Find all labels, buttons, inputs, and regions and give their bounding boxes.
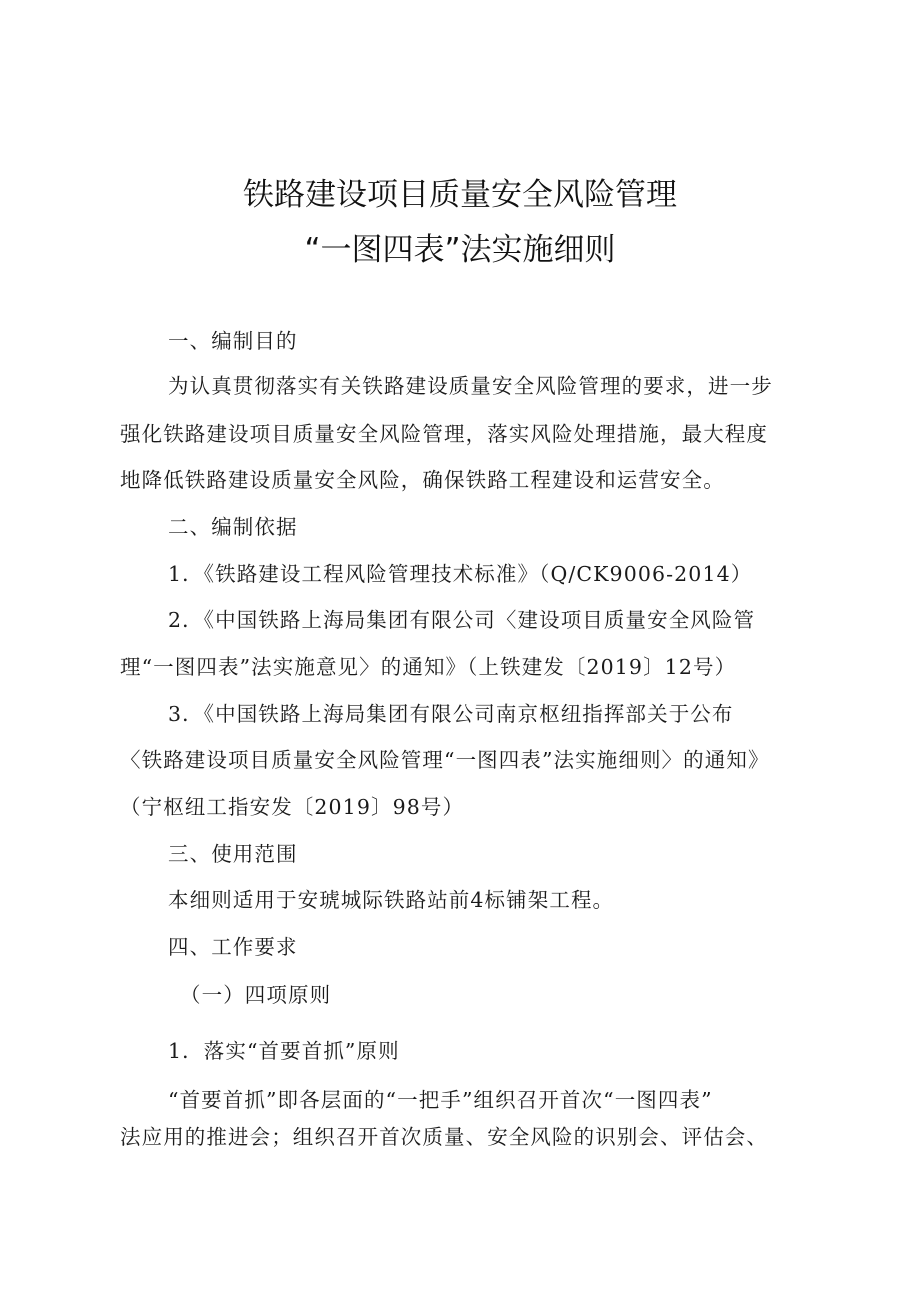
document-title — [0, 168, 920, 278]
title-line-2: “一图四表”法实施细则 — [304, 232, 616, 268]
subsection-principles-heading: （一）四项原则 — [180, 983, 332, 1007]
scope-paragraph: 本细则适用于安琥城际铁路站前4标铺架工程。 — [168, 888, 615, 912]
basis-item-2-line-2: 理“一图四表”法实施意见〉的通知》（上铁建发〔2019〕12号） — [120, 655, 737, 679]
basis-item-2-line-1: 2．《中国铁路上海局集团有限公司〈建设项目质量安全风险管 — [168, 608, 756, 632]
section-1-paragraph-line-1: 为认真贯彻落实有关铁路建设质量安全风险管理的要求，进一步 — [168, 374, 773, 398]
principle-paragraph-line-1: “首要首抓”即各层面的“一把手”组织召开首次“一图四表” — [168, 1088, 713, 1112]
section-2-heading: 二、编制依据 — [168, 515, 298, 539]
section-1-paragraph-line-3: 地降低铁路建设质量安全风险，确保铁路工程建设和运营安全。 — [120, 468, 725, 492]
principle-paragraph-line-2: 法应用的推进会；组织召开首次质量、安全风险的识别会、评估会、 — [120, 1125, 768, 1149]
title-line-1: 铁路建设项目质量安全风险管理 — [243, 177, 677, 213]
basis-item-3-line-2: 〈铁路建设项目质量安全风险管理“一图四表”法实施细则〉的通知》 — [120, 748, 770, 772]
basis-item-1: 1．《铁路建设工程风险管理技术标准》（Q/CK9006-2014） — [168, 562, 753, 586]
section-4-heading: 四、工作要求 — [168, 935, 298, 959]
principle-item-1-heading: 1．落实“首要首抓”原则 — [168, 1039, 400, 1063]
section-3-heading: 三、使用范围 — [168, 842, 298, 866]
basis-item-3-line-3: （宁枢纽工指安发〔2019〕98号） — [120, 795, 465, 819]
basis-item-3-line-1: 3．《中国铁路上海局集团有限公司南京枢纽指挥部关于公布 — [168, 702, 734, 726]
section-1-heading: 一、编制目的 — [168, 329, 298, 353]
section-1-paragraph-line-2: 强化铁路建设项目质量安全风险管理，落实风险处理措施，最大程度 — [120, 422, 768, 446]
